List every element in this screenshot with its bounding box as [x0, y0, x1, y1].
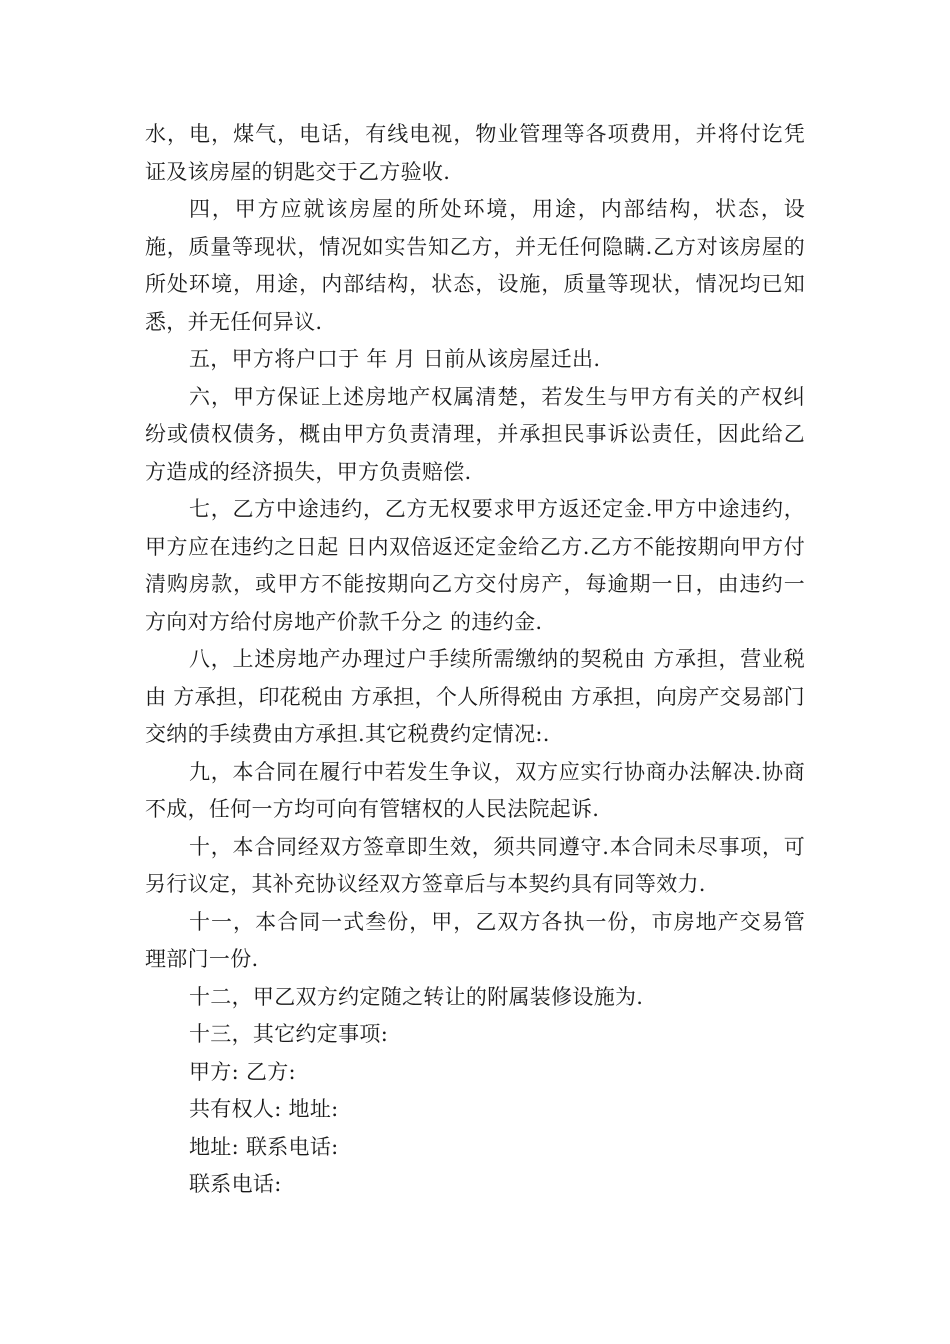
contract-clause-13: 十三，其它约定事项:: [189, 1022, 389, 1046]
contract-clause-6: 六，甲方保证上述房地产权属清楚，若发生与甲方有关的产权纠纷或债权债务，概由甲方负责清理，并承担民事诉讼责任，因此给乙方造成的经济损失，甲方负责赔偿.: [145, 384, 805, 484]
signature-line-phone: 联系电话:: [189, 1172, 282, 1196]
contract-body: [145, 116, 805, 1204]
contract-clause-5: 五，甲方将户口于 年 月 日前从该房屋迁出.: [189, 347, 601, 371]
signature-line-parties: 甲方: 乙方:: [189, 1059, 296, 1084]
contract-clause-4: 四，甲方应就该房屋的所处环境，用途，内部结构，状态，设施，质量等现状，情况如实告知乙方，并无任何隐瞒.乙方对该房屋的所处环境，用途，内部结构，状态，设施，质量等现状，情况均已知悉，并无任何异议.: [145, 197, 805, 334]
contract-clause-10: 十，本合同经双方签章即生效，须共同遵守.本合同未尽事项，可另行议定，其补充协议经双方签章后与本契约具有同等效力.: [145, 834, 805, 896]
contract-clause-12: 十二，甲乙双方约定随之转让的附属装修设施为.: [189, 984, 644, 1009]
signature-line-address: 地址: 联系电话:: [189, 1134, 339, 1159]
contract-paragraph-continued: 水，电，煤气，电话，有线电视，物业管理等各项费用，并将付讫凭证及该房屋的钥匙交于乙方验收.: [145, 122, 805, 184]
contract-clause-8: 八，上述房地产办理过户手续所需缴纳的契税由 方承担，营业税由 方承担，印花税由 方承担，个人所得税由 方承担，向房产交易部门交纳的手续费由方承担.其它税费约定情况:.: [145, 647, 805, 746]
contract-clause-11: 十一，本合同一式叁份，甲，乙双方各执一份，市房地产交易管理部门一份.: [145, 909, 805, 971]
contract-clause-9: 九，本合同在履行中若发生争议，双方应实行协商办法解决.协商不成，任何一方均可向有管辖权的人民法院起诉.: [145, 759, 805, 821]
contract-clause-7: 七，乙方中途违约，乙方无权要求甲方返还定金.甲方中途违约，甲方应在违约之日起 日内双倍返还定金给乙方.乙方不能按期向甲方付清购房款，或甲方不能按期向乙方交付房产，每逾期一日，由违约一方向对方给付房地产价款千分之 的违约金.: [145, 497, 805, 634]
signature-line-co-owner: 共有权人: 地址:: [189, 1097, 339, 1121]
